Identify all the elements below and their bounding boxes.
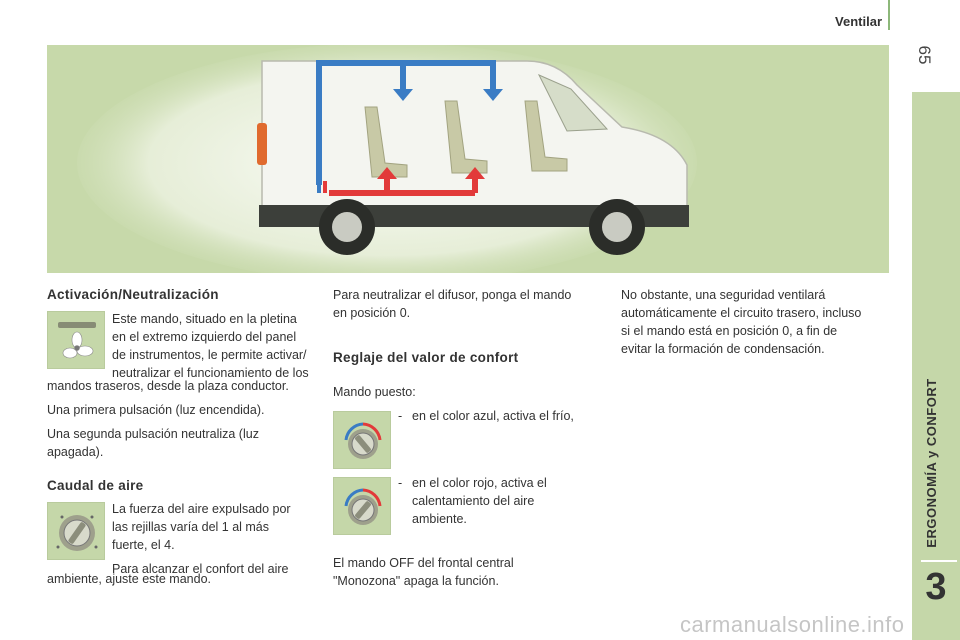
text-line: Una segunda pulsación neutraliza (luz <box>47 427 259 441</box>
text-line: fuerte, el 4. <box>112 538 175 552</box>
text-line: en el extremo izquierdo del panel <box>112 330 297 344</box>
comfort-knob-red-icon <box>333 477 391 535</box>
airflow-knob-icon <box>47 502 105 560</box>
text-line: calentamiento del aire <box>412 494 535 508</box>
text-line: evitar la formación de condensación. <box>621 342 825 356</box>
header-divider <box>888 0 890 30</box>
comfort-item-red-text <box>412 474 612 528</box>
text-line: La fuerza del aire expulsado por <box>112 502 291 516</box>
column-3 <box>621 286 896 358</box>
text-line: mandos traseros, desde la plaza conductor. <box>47 379 289 393</box>
text-line: Mando puesto: <box>333 385 416 399</box>
activacion-paragraph-1 <box>112 310 322 382</box>
text-line: de instrumentos, le permite activar/ <box>112 348 307 362</box>
van-icon <box>47 45 889 273</box>
chapter-divider <box>921 560 957 562</box>
section-title-caudal: Caudal de aire <box>47 478 144 493</box>
text-line: si el mando está en posición 0, a fin de <box>621 324 838 338</box>
section-caudal <box>47 477 319 495</box>
chapter-number: 3 <box>925 566 947 608</box>
activacion-paragraph-tail <box>47 377 327 461</box>
header-title: Ventilar <box>835 14 882 29</box>
text-line: ambiente. <box>412 512 467 526</box>
section-title-reglaje: Reglaje del valor de confort <box>333 350 519 365</box>
text-line: No obstante, una seguridad ventilará <box>621 288 826 302</box>
section-title-activacion: Activación/Neutralización <box>47 287 219 302</box>
van-ventilation-illustration <box>47 45 889 273</box>
chapter-side-tab <box>912 92 960 640</box>
text-line: Una primera pulsación (luz encendida). <box>47 403 265 417</box>
text-line: automáticamente el circuito trasero, incluso <box>621 306 862 320</box>
text-line: "Monozona" apaga la función. <box>333 574 499 588</box>
text-line: las rejillas varía del 1 al más <box>112 520 270 534</box>
watermark: carmanualsonline.info <box>680 612 905 637</box>
column-2-intro <box>333 286 603 322</box>
text-line: neutralizar el funcionamiento de los <box>112 366 309 380</box>
comfort-item-blue-text: en el color azul, activa el frío, <box>412 409 574 423</box>
comfort-knob-blue-icon <box>333 411 391 469</box>
mando-label <box>333 383 603 401</box>
comfort-item-red-dash: - <box>398 476 403 490</box>
fan-icon <box>47 311 105 369</box>
text-line: Este mando, situado en la pletina <box>112 312 297 326</box>
caudal-paragraph-tail <box>47 570 327 588</box>
section-reglaje <box>333 349 603 367</box>
text-line: El mando OFF del frontal central <box>333 556 514 570</box>
text-line: apagada). <box>47 445 104 459</box>
chapter-label: ERGONOMÍA y CONFORT <box>924 378 939 548</box>
text-line: Para alcanzar el confort del aire <box>112 562 289 576</box>
column-1 <box>47 286 319 304</box>
text-line: ambiente, ajuste este mando. <box>47 572 211 586</box>
text-line: en el color rojo, activa el <box>412 476 547 490</box>
column-2-footer <box>333 554 603 590</box>
text-line: Para neutralizar el difusor, ponga el mando <box>333 288 572 302</box>
text-line: en posición 0. <box>333 306 411 320</box>
comfort-item-blue-dash: - <box>398 409 403 423</box>
caudal-paragraph-1 <box>112 500 322 578</box>
page-number: 65 <box>915 45 934 65</box>
